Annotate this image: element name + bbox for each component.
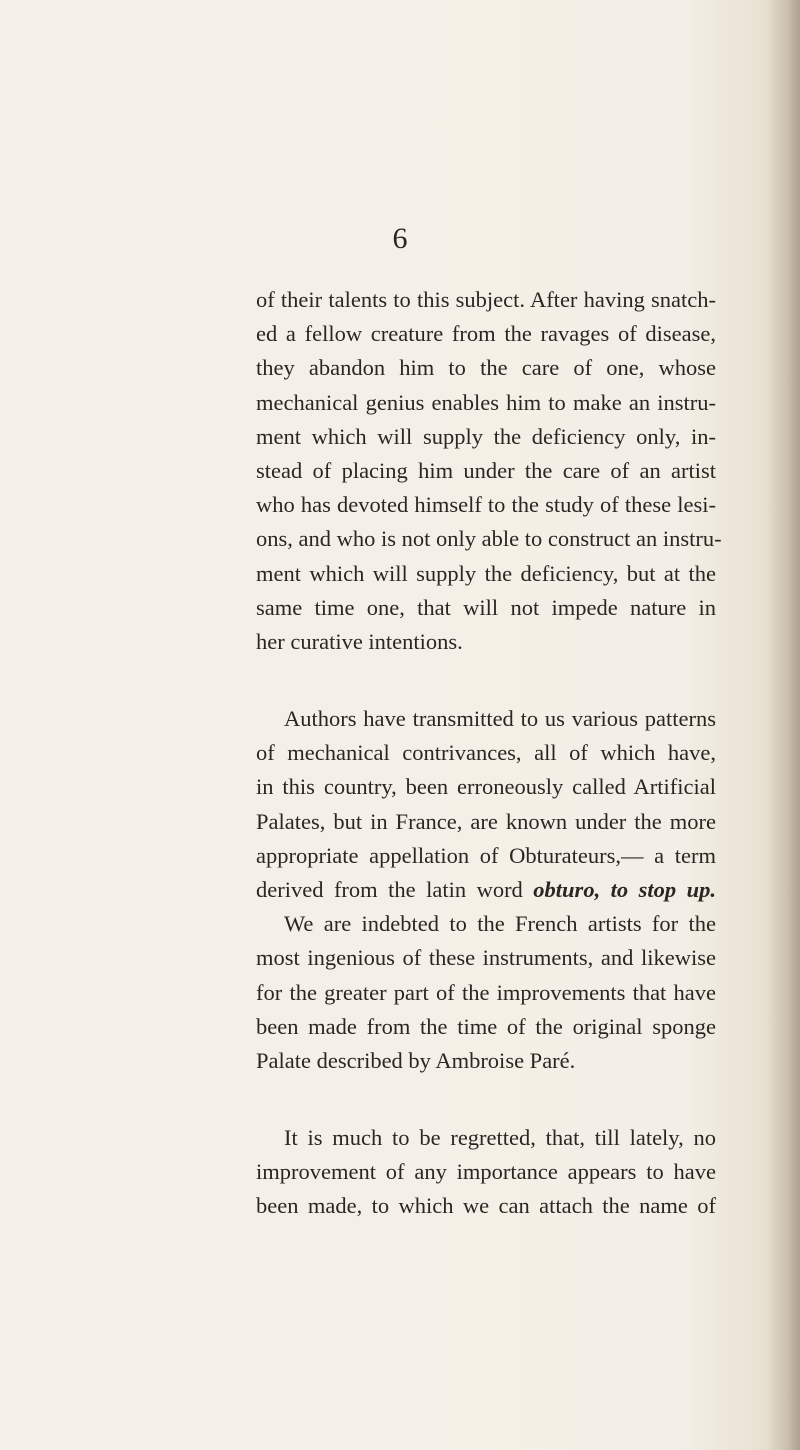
text-line: in this country, been erroneously called Artificial [256,774,716,800]
text-segment: derived from the latin word [256,877,523,903]
text-line: improvement of any importance appears to have [256,1159,716,1185]
page-edge-shadow [766,0,800,1450]
text-line: ed a fellow creature from the ravages of disease, [256,321,716,347]
text-line: most ingenious of these instruments, and likewise [256,945,716,971]
page-number: 6 [392,222,408,255]
text-line-with-emphasis [256,873,716,907]
text-line: appropriate appellation of Obturateurs,— a term [256,842,716,868]
text-line: of mechanical contrivances, all of which have, [256,740,716,766]
text-line: mechanical genius enables him to make an instru- [256,389,716,415]
text-line: who has devoted himself to the study of these lesi- [256,492,716,518]
text-line: they abandon him to the care of one, whose [256,355,716,381]
text-line: ment which will supply the deficiency, but at the [256,560,716,586]
paragraph-1 [256,283,722,659]
text-line: stead of placing him under the care of an artist [256,458,716,484]
text-line: been made from the time of the original sponge [256,1013,716,1039]
text-line: of their talents to this subject. After having snatch- [256,287,716,312]
paragraph-3 [256,1121,716,1224]
text-line: Palate described by Ambroise Paré. [256,1048,576,1074]
text-line: Authors have transmitted to us various patterns [284,706,716,731]
text-line: her curative intentions. [256,629,463,655]
paragraph-2 [256,702,716,1078]
text-line: same time one, that will not impede nature in [256,594,716,620]
text-line: We are indebted to the French artists for the [284,911,716,937]
text-line: Palates, but in France, are known under the more [256,808,716,834]
text-line: ons, and who is not only able to construct an instru- [256,526,722,552]
text-line: ment which will supply the deficiency only, in- [256,423,716,449]
text-line: It is much to be regretted, that, till lately, no [284,1125,716,1150]
latin-emphasis: obturo, to stop up. [533,877,717,903]
text-line: for the greater part of the improvements that have [256,979,716,1005]
text-line: been made, to which we can attach the name of [256,1193,716,1219]
